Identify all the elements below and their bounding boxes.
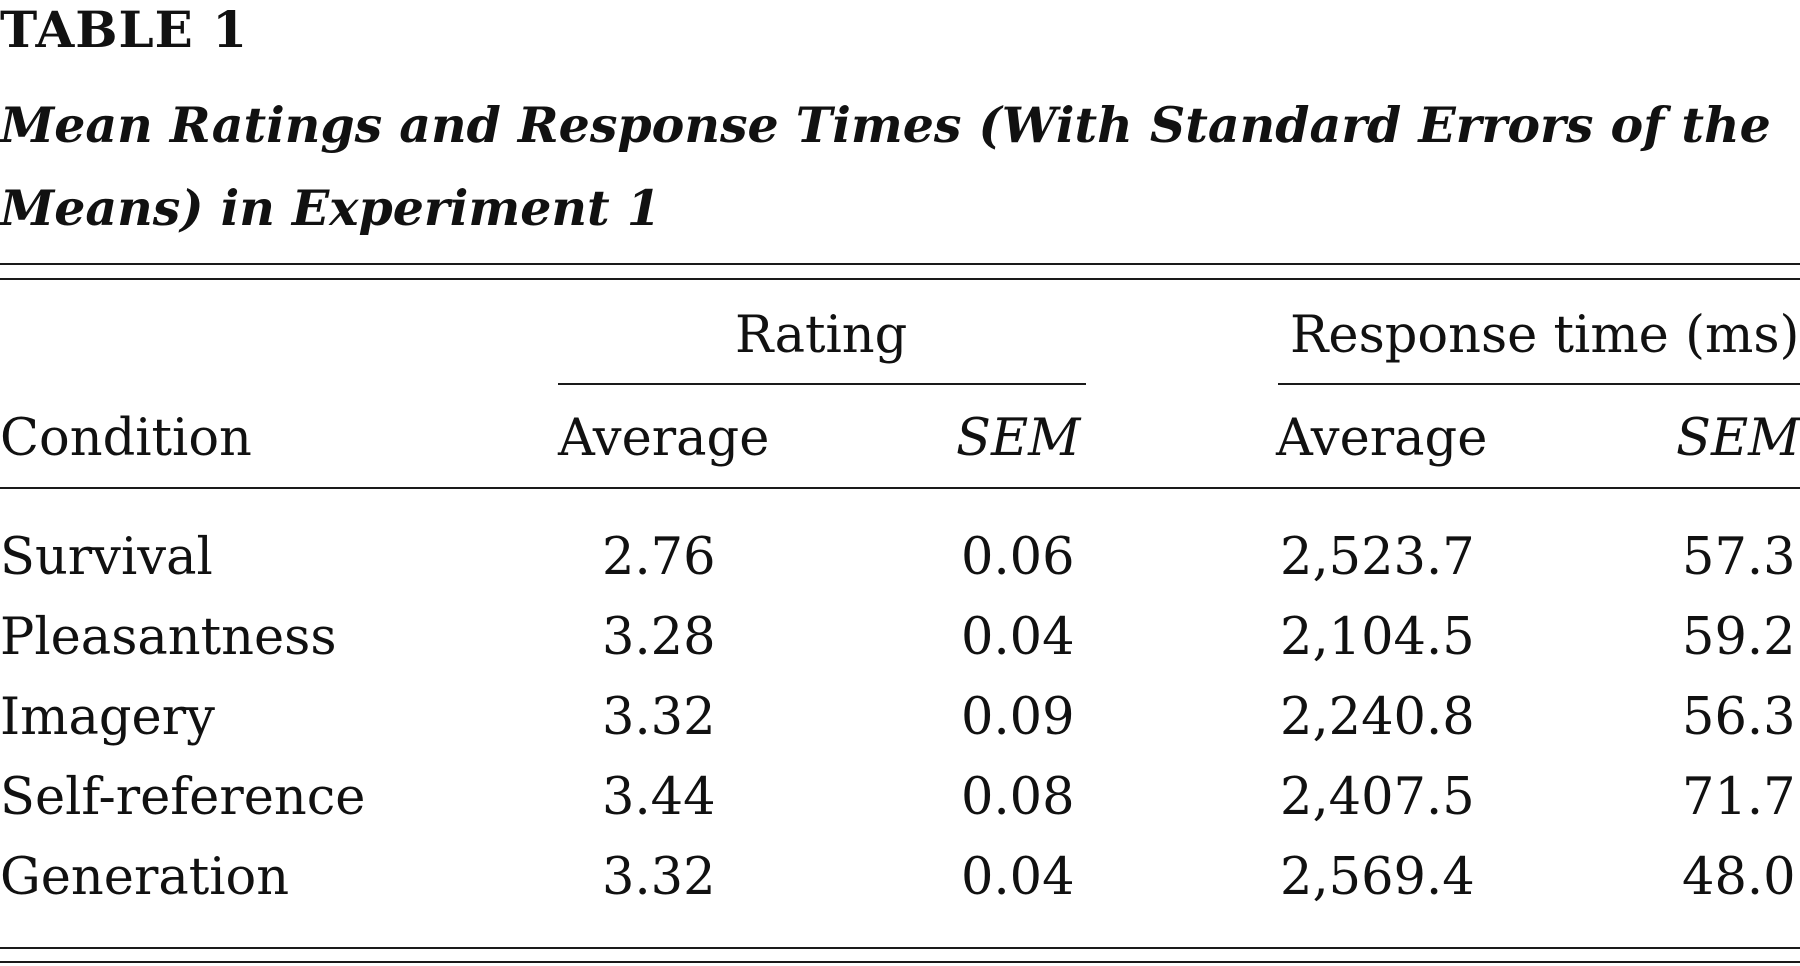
column-header-rt-average: Average xyxy=(1276,409,1488,468)
row-rt-sem: 57.3 xyxy=(1682,528,1796,587)
group-header-response-time: Response time (ms) xyxy=(1290,306,1800,365)
row-rating-sem: 0.08 xyxy=(961,768,1075,827)
column-header-rating-average: Average xyxy=(558,409,770,468)
top-rule-lower xyxy=(0,278,1800,280)
row-condition: Pleasantness xyxy=(0,608,337,667)
row-condition: Survival xyxy=(0,528,213,587)
row-rating-sem: 0.09 xyxy=(961,688,1075,747)
row-rt-average: 2,104.5 xyxy=(1280,608,1475,667)
response-time-span-rule xyxy=(1278,383,1800,385)
row-rt-sem: 56.3 xyxy=(1682,688,1796,747)
row-rt-sem: 71.7 xyxy=(1682,768,1796,827)
table-label: TABLE 1 xyxy=(0,0,248,59)
row-rating-average: 3.32 xyxy=(602,688,716,747)
row-condition: Generation xyxy=(0,848,290,907)
row-rating-sem: 0.04 xyxy=(961,848,1075,907)
group-header-rating: Rating xyxy=(735,306,908,365)
table-title-line-1: Mean Ratings and Response Times (With Standard Errors of the xyxy=(0,96,1771,154)
column-header-condition: Condition xyxy=(0,409,252,468)
rating-span-rule xyxy=(558,383,1086,385)
row-rating-average: 3.44 xyxy=(602,768,716,827)
row-rating-sem: 0.04 xyxy=(961,608,1075,667)
row-rating-average: 3.28 xyxy=(602,608,716,667)
row-rating-average: 3.32 xyxy=(602,848,716,907)
table-title-line-2: Means) in Experiment 1 xyxy=(0,179,661,237)
header-rule xyxy=(0,487,1800,489)
row-condition: Imagery xyxy=(0,688,215,747)
row-rt-sem: 59.2 xyxy=(1682,608,1796,667)
bottom-rule-upper xyxy=(0,947,1800,949)
bottom-rule-lower xyxy=(0,961,1800,963)
column-header-rt-sem: SEM xyxy=(1676,409,1800,468)
row-condition: Self-reference xyxy=(0,768,366,827)
row-rating-sem: 0.06 xyxy=(961,528,1075,587)
row-rt-average: 2,569.4 xyxy=(1280,848,1475,907)
table-title xyxy=(0,84,1800,250)
top-rule-upper xyxy=(0,263,1800,265)
column-header-rating-sem: SEM xyxy=(956,409,1081,468)
row-rt-average: 2,407.5 xyxy=(1280,768,1475,827)
row-rating-average: 2.76 xyxy=(602,528,716,587)
row-rt-average: 2,523.7 xyxy=(1280,528,1475,587)
row-rt-sem: 48.0 xyxy=(1682,848,1796,907)
row-rt-average: 2,240.8 xyxy=(1280,688,1475,747)
